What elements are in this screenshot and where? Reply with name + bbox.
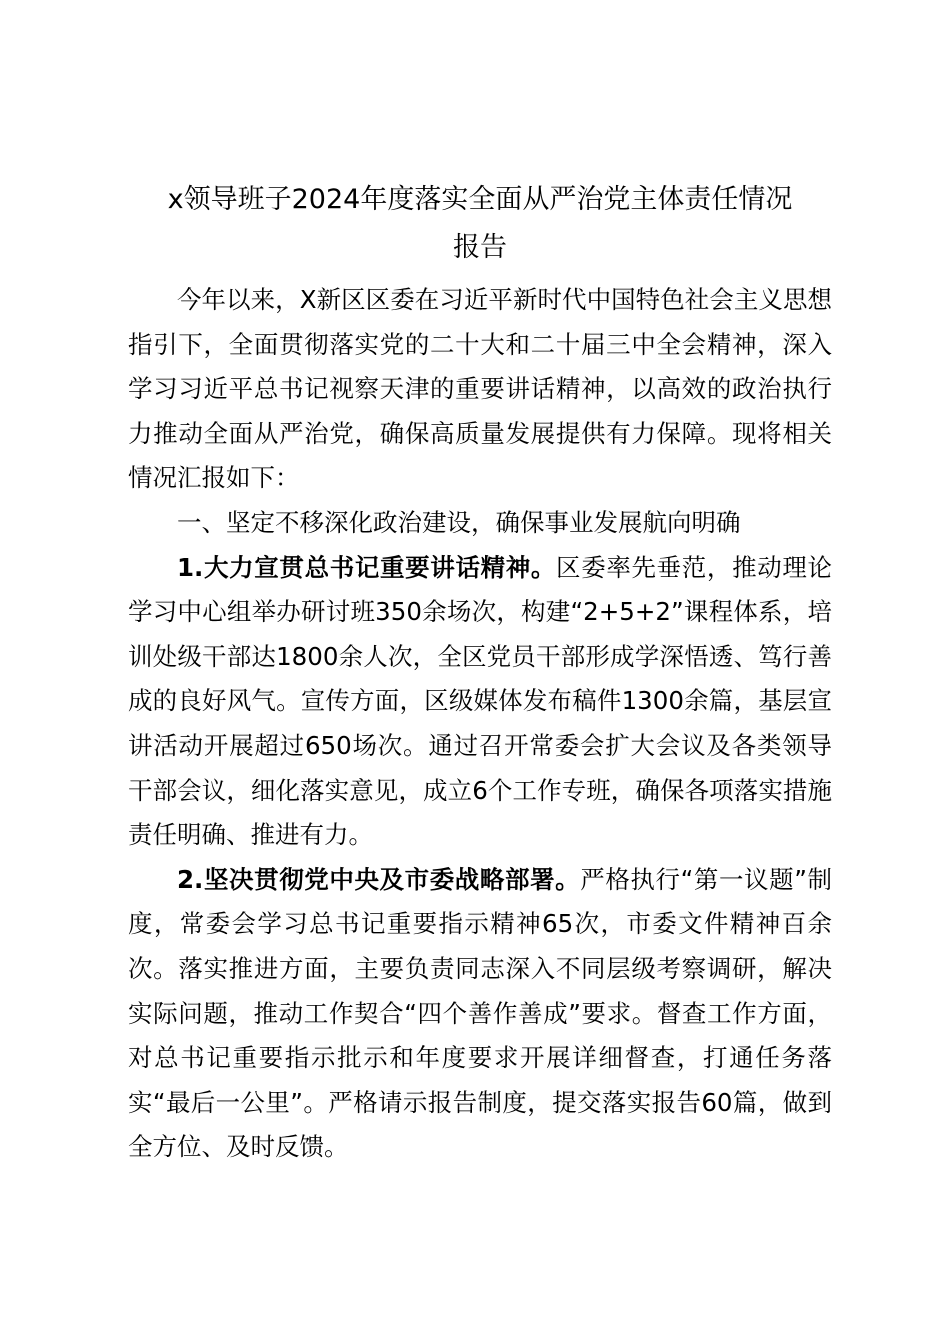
item-1-lead: 1.大力宣贯总书记重要讲话精神。	[177, 552, 557, 582]
section-1-heading: 一、坚定不移深化政治建设，确保事业发展航向明确	[177, 507, 741, 537]
intro-paragraph: 今年以来，X新区区委在习近平新时代中国特色社会主义思想指引下，全面贯彻落实党的二十大和二十届三中全会精神，深入学习习近平总书记视察天津的重要讲话精神，以高效的政治执行力推动全面从严治党，确保高质量发展提供有力保障。现将相关情况汇报如下：	[128, 285, 832, 493]
title-line-1: x领导班子2024年度落实全面从严治党主体责任情况	[167, 184, 793, 215]
item-2-lead: 2.坚决贯彻党中央及市委战略部署。	[177, 864, 581, 894]
document-title	[110, 176, 850, 272]
item-1-paragraph	[128, 546, 832, 858]
item-2-paragraph	[128, 858, 832, 1170]
item-1-text: 区委率先垂范，推动理论学习中心组举办研讨班350余场次，构建“2+5+2”课程体系，培训处级干部达1800余人次，全区党员干部形成学深悟透、笃行善成的良好风气。宣传方面，区级媒体发布稿件1300余篇，基层宣讲活动开展超过650场次。通过召开常委会扩大会议及各类领导干部会议，细化落实意见，成立6个工作专班，确保各项落实措施责任明确、推进有力。	[128, 552, 833, 850]
title-line-2: 报告	[453, 232, 507, 263]
document-body	[128, 278, 832, 1170]
item-2-text: 严格执行“第一议题”制度，常委会学习总书记重要指示精神65次，市委文件精神百余次。落实推进方面，主要负责同志深入不同层级考察调研，解决实际问题，推动工作契合“四个善作善成”要求。督查工作方面，对总书记重要指示批示和年度要求开展详细督查，打通任务落实“最后一公里”。严格请示报告制度，提交落实报告60篇，做到全方位、及时反馈。	[128, 864, 832, 1162]
